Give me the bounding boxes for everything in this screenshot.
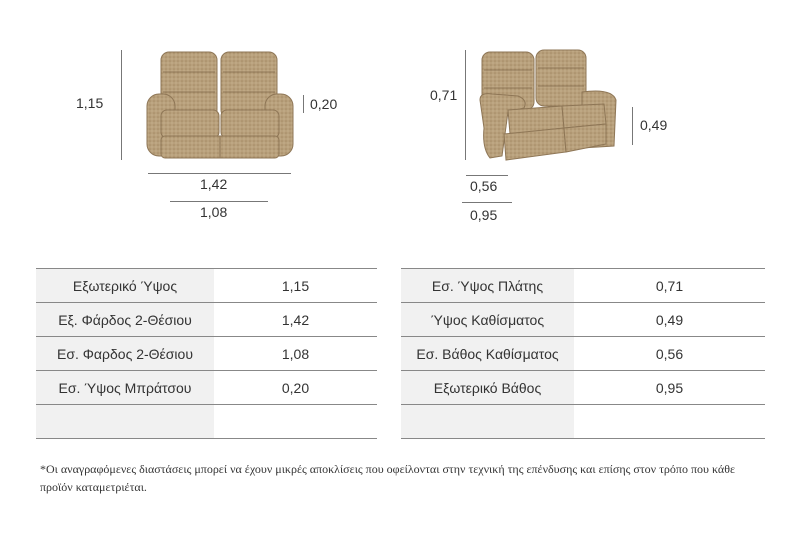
row-value — [214, 405, 377, 438]
sofa-front-image — [145, 48, 295, 164]
table-row — [401, 371, 765, 405]
outer-depth-label: 0,95 — [470, 207, 498, 223]
row-label: Εσ. Φαρδος 2-Θέσιου — [36, 337, 214, 370]
height-dimension-line — [121, 50, 122, 160]
inner-width-label: 1,08 — [200, 204, 228, 220]
table-row — [401, 303, 765, 337]
height-label: 1,15 — [76, 95, 104, 111]
table-row — [36, 269, 377, 303]
table-row — [36, 405, 377, 439]
row-value: 0,49 — [574, 303, 765, 336]
outer-depth-dimension-line — [462, 202, 512, 203]
row-label: Ύψος Καθίσματος — [401, 303, 574, 336]
dimensions-table-left — [36, 268, 377, 439]
dimensions-table-right — [401, 268, 765, 439]
table-row — [401, 269, 765, 303]
row-label: Εξ. Φάρδος 2-Θέσιου — [36, 303, 214, 336]
row-value: 1,42 — [214, 303, 377, 336]
row-value: 0,71 — [574, 269, 765, 302]
row-value — [574, 405, 765, 438]
table-row — [36, 303, 377, 337]
row-value: 1,08 — [214, 337, 377, 370]
seat-depth-dimension-line — [466, 175, 508, 176]
row-label: Εσ. Ύψος Πλάτης — [401, 269, 574, 302]
row-value: 0,20 — [214, 371, 377, 404]
seat-height-dimension-line — [632, 107, 633, 145]
row-label: Εσ. Ύψος Μπράτσου — [36, 371, 214, 404]
row-value: 1,15 — [214, 269, 377, 302]
row-value: 0,56 — [574, 337, 765, 370]
row-label: Εξωτερικό Ύψος — [36, 269, 214, 302]
row-label — [401, 405, 574, 438]
seat-depth-label: 0,56 — [470, 178, 498, 194]
seat-height-label: 0,49 — [640, 117, 668, 133]
arm-height-label: 0,20 — [310, 96, 338, 112]
outer-width-dimension-line — [148, 173, 291, 174]
arm-height-dimension-line — [303, 95, 304, 113]
row-label — [36, 405, 214, 438]
outer-width-label: 1,42 — [200, 176, 228, 192]
row-value: 0,95 — [574, 371, 765, 404]
table-row — [36, 371, 377, 405]
table-row — [36, 337, 377, 371]
sofa-angled-image — [478, 48, 620, 164]
back-height-dimension-line — [465, 50, 466, 160]
row-label: Εξωτερικό Βάθος — [401, 371, 574, 404]
back-height-label: 0,71 — [430, 87, 458, 103]
table-row — [401, 405, 765, 439]
row-label: Εσ. Βάθος Καθίσματος — [401, 337, 574, 370]
table-row — [401, 337, 765, 371]
footnote: *Οι αναγραφόμενες διαστάσεις μπορεί να έχουν μικρές αποκλίσεις που οφείλονται στην τεχνική της επένδυσης και επίσης στον τρόπο που κάθε προϊόν καταμετριέται. — [40, 462, 735, 494]
inner-width-dimension-line — [170, 201, 268, 202]
